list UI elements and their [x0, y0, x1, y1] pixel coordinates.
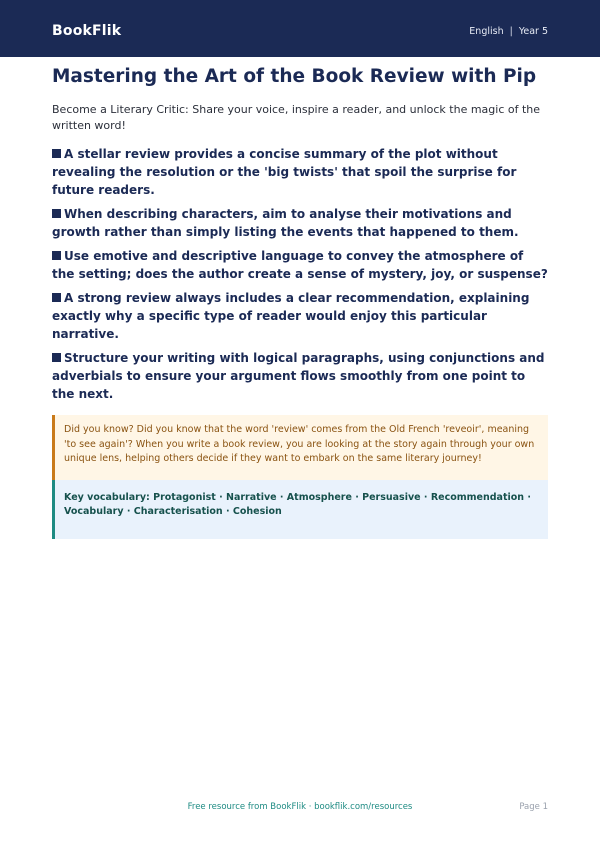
square-bullet-icon	[52, 251, 61, 260]
year-label: Year 5	[518, 26, 548, 37]
did-you-know-box: Did you know? Did you know that the word 'review' comes from the Old French 'reveoir', meaning 'to see again'? When you write a book review, you are looking at the story again through your own unique lens, helping others decide if they want to embark on the same literary journey!	[55, 415, 548, 480]
main-content	[52, 66, 548, 539]
tip-text: When describing characters, aim to analyse their motivations and growth rather than simply listing the events that happened to them.	[52, 207, 519, 239]
list-item	[52, 247, 548, 283]
list-item	[52, 349, 548, 403]
list-item	[52, 205, 548, 241]
callout-box	[52, 415, 548, 539]
tip-text: Structure your writing with logical paragraphs, using conjunctions and adverbials to ensure your argument flows smoothly from one point to the next.	[52, 351, 545, 401]
brand-logo-text[interactable]: BookFlik	[52, 23, 122, 39]
square-bullet-icon	[52, 353, 61, 362]
page-header	[0, 0, 600, 57]
page-number: Page 1	[519, 802, 548, 812]
meta-separator: |	[509, 26, 513, 37]
square-bullet-icon	[52, 149, 61, 158]
subject-label: English	[469, 26, 504, 37]
list-item	[52, 289, 548, 343]
tip-text: Use emotive and descriptive language to convey the atmosphere of the setting; does the author create a sense of mystery, joy, or suspense?	[52, 249, 548, 281]
square-bullet-icon	[52, 209, 61, 218]
page-title: Mastering the Art of the Book Review with Pip	[52, 66, 537, 87]
square-bullet-icon	[52, 293, 61, 302]
key-vocabulary-box: Key vocabulary: Protagonist · Narrative · Atmosphere · Persuasive · Recommendation · Vocabulary · Characterisation · Cohesion	[52, 480, 548, 539]
subject-year-meta	[469, 26, 548, 37]
tip-text: A stellar review provides a concise summary of the plot without revealing the resolution or the 'big twists' that spoil the surprise for future readers.	[52, 147, 517, 197]
tip-text: A strong review always includes a clear recommendation, explaining exactly why a specific type of reader would enjoy this particular narrative.	[52, 291, 530, 341]
tips-list	[52, 145, 548, 403]
page-subtitle: Become a Literary Critic: Share your voice, inspire a reader, and unlock the magic of the written word!	[52, 103, 541, 132]
list-item	[52, 145, 548, 199]
footer-resource-link[interactable]: Free resource from BookFlik · bookflik.com/resources	[187, 802, 413, 812]
